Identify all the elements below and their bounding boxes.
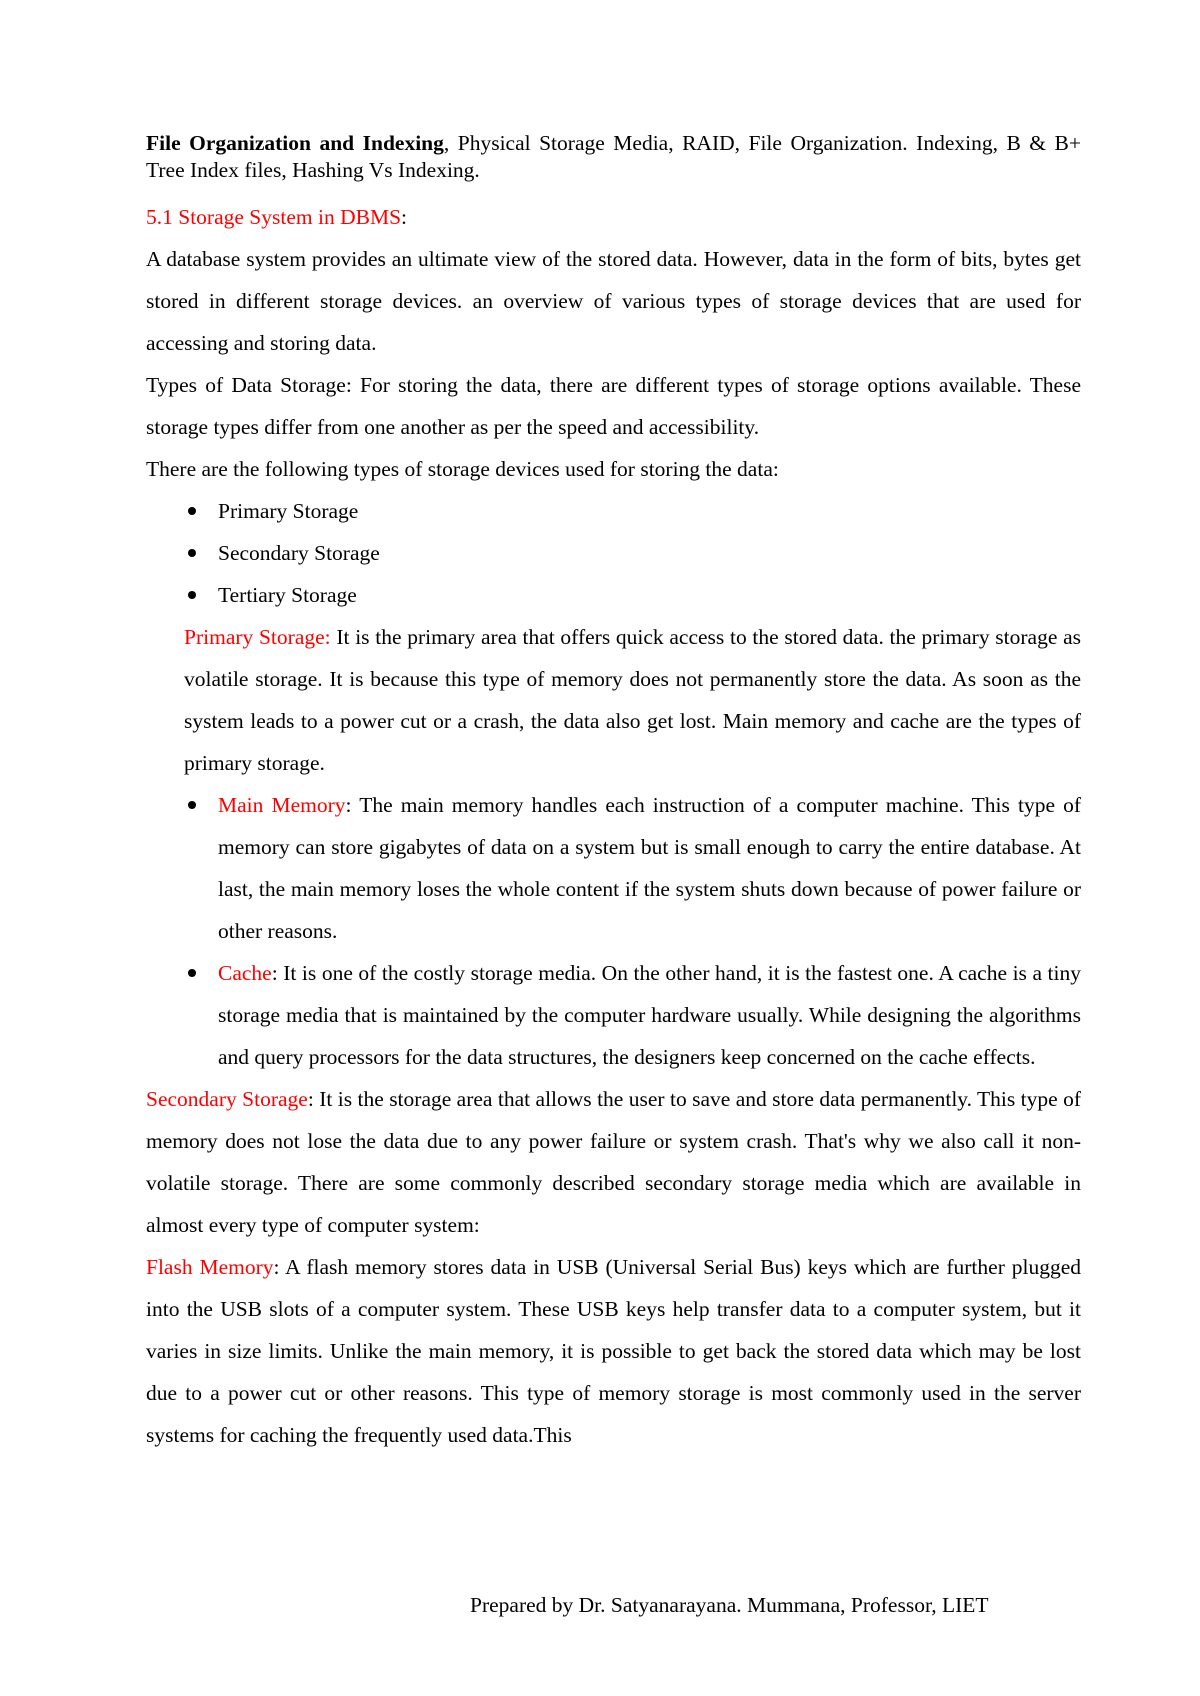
cache-text: : It is one of the costly storage media. On the other hand, it is the fastest one. A cache is a tiny storage media that is maintained by the computer hardware usually. While designing the algorithms and query processors for the data structures, the designers keep concerned on the cache effects. [218, 961, 1081, 1069]
bullet-icon [188, 801, 196, 809]
document-body [146, 130, 1081, 1456]
bullet-icon [188, 549, 196, 557]
secondary-storage-paragraph [146, 1078, 1081, 1246]
following-paragraph: There are the following types of storage devices used for storing the data: [146, 457, 779, 481]
intro-topics: , Physical Storage Media, RAID, File Organization. Indexing, B & B+ Tree Index files, Hashing Vs Indexing. [146, 131, 1081, 182]
list-item [146, 532, 1081, 574]
cache-label: Cache [218, 961, 272, 985]
storage-types-list [146, 490, 1081, 616]
primary-storage-types-list [146, 784, 1081, 1078]
page-footer: Prepared by Dr. Satyanarayana. Mummana, Professor, LIET [470, 1593, 989, 1617]
flash-memory-label: Flash Memory [146, 1255, 274, 1279]
list-item-text: Primary Storage [218, 499, 359, 523]
list-item-text: Tertiary Storage [218, 583, 357, 607]
list-item-main-memory [146, 784, 1081, 952]
secondary-storage-label: Secondary Storage [146, 1087, 308, 1111]
list-item [146, 574, 1081, 616]
secondary-storage-text: : It is the storage area that allows the user to save and store data permanently. This type of memory does not lose the data due to any power failure or system crash. That's why we also call it non-volatile storage. There are some commonly described secondary storage media which are available in almost every type of computer system: [146, 1087, 1082, 1237]
section-heading [146, 196, 1081, 238]
intro-title: File Organization and Indexing [146, 131, 444, 155]
list-item [146, 490, 1081, 532]
main-memory-text: : The main memory handles each instruction of a computer machine. This type of memory can store gigabytes of data on a system but is small enough to carry the entire database. At last, the main memory loses the whole content if the system shuts down because of power failure or other reasons. [218, 793, 1081, 943]
bullet-icon [188, 969, 196, 977]
main-memory-label: Main Memory [218, 793, 346, 817]
list-item-text: Secondary Storage [218, 541, 380, 565]
primary-storage-label: Primary Storage: [184, 625, 331, 649]
flash-memory-text: : A flash memory stores data in USB (Universal Serial Bus) keys which are further plugged into the USB slots of a computer system. These USB keys help transfer data to a computer system, but it varies in size limits. Unlike the main memory, it is possible to get back the stored data which may be lost due to a power cut or other reasons. This type of memory storage is most commonly used in the server systems for caching the frequently used data.This [146, 1255, 1081, 1447]
flash-memory-paragraph [146, 1246, 1081, 1456]
primary-storage-text: It is the primary area that offers quick access to the stored data. the primary storage as volatile storage. It is because this type of memory does not permanently store the data. As soon as the system leads to a power cut or a crash, the data also get lost. Main memory and cache are the types of primary storage. [184, 625, 1081, 775]
bullet-icon [188, 591, 196, 599]
bullet-icon [188, 507, 196, 515]
section-heading-suffix: : [401, 205, 408, 229]
overview-paragraph: A database system provides an ultimate view of the stored data. However, data in the form of bits, bytes get stored in different storage devices. an overview of various types of storage devices that are used for accessing and storing data. [146, 247, 1081, 355]
intro-paragraph [146, 130, 1081, 184]
section-heading-text: 5.1 Storage System in DBMS [146, 205, 402, 229]
list-item-cache [146, 952, 1081, 1078]
types-paragraph: Types of Data Storage: For storing the data, there are different types of storage options available. These storage types differ from one another as per the speed and accessibility. [146, 373, 1081, 439]
primary-storage-paragraph [146, 616, 1081, 784]
